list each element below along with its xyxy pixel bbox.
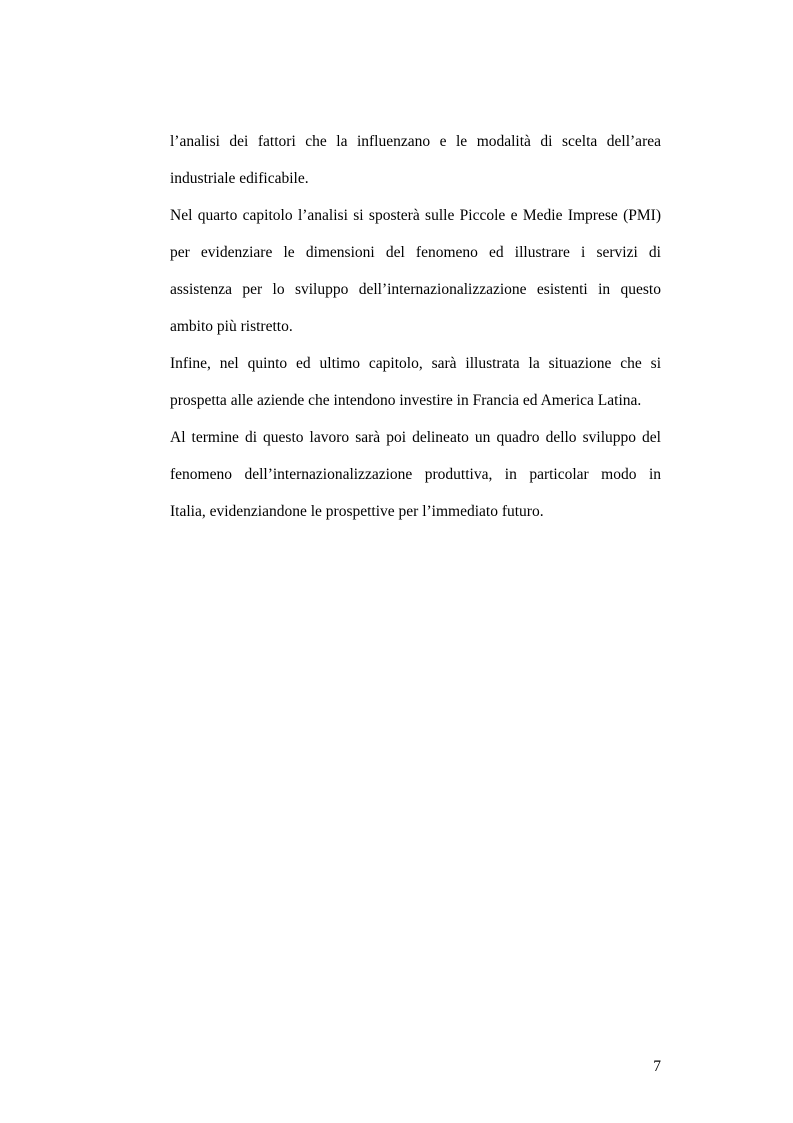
text-line: assistenza per lo sviluppo dell’internazionalizzazione esistenti in questo: [170, 281, 661, 298]
text-line: Italia, evidenziandone le prospettive per l’immediato futuro.: [170, 503, 544, 520]
text-line: ambito più ristretto.: [170, 318, 293, 335]
text-line: l’analisi dei fattori che la influenzano e le modalità di scelta dell’area: [170, 133, 661, 150]
text-line: prospetta alle aziende che intendono investire in Francia ed America Latina.: [170, 392, 642, 409]
document-body: [170, 127, 661, 534]
text-line: fenomeno dell’internazionalizzazione produttiva, in particolar modo in: [170, 466, 661, 483]
text-line: Nel quarto capitolo l’analisi si sposterà sulle Piccole e Medie Imprese (PMI): [170, 207, 661, 224]
text-line: Infine, nel quinto ed ultimo capitolo, sarà illustrata la situazione che si: [170, 355, 661, 372]
text-line: Al termine di questo lavoro sarà poi delineato un quadro dello sviluppo del: [170, 429, 661, 446]
text-line: industriale edificabile.: [170, 170, 309, 187]
text-line: per evidenziare le dimensioni del fenomeno ed illustrare i servizi di: [170, 244, 661, 261]
page-number: 7: [653, 1058, 661, 1075]
